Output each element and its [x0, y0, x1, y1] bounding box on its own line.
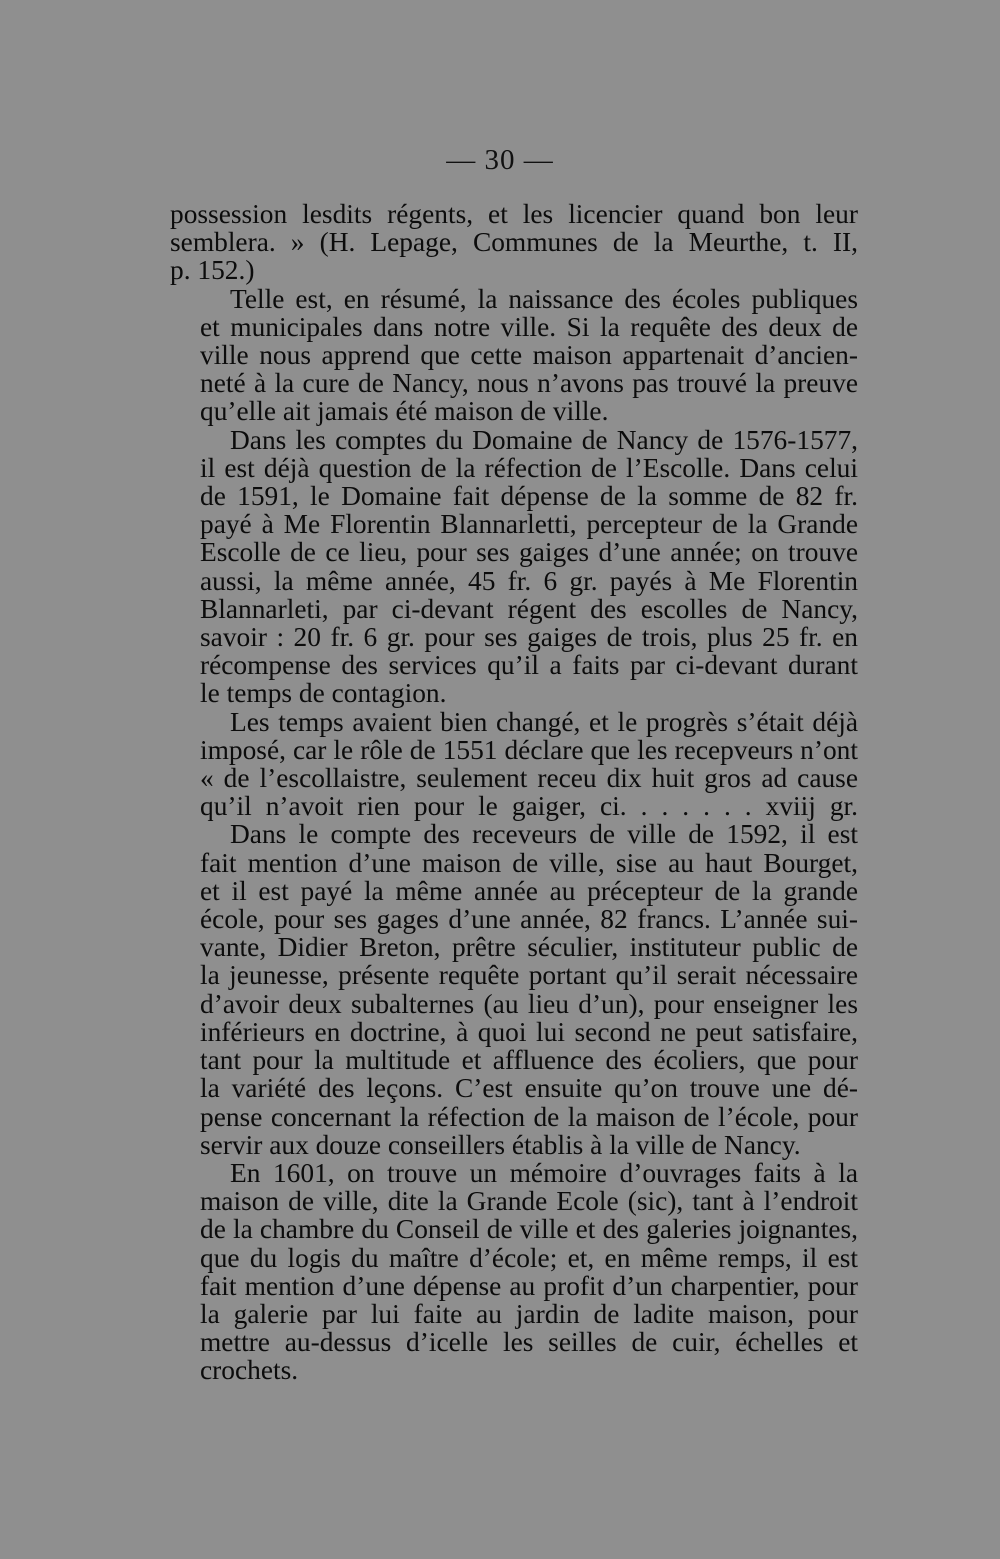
- text-line: tant pour la multitude et affluence des écoliers, que pour: [200, 1045, 858, 1076]
- text-line: que du logis du maître d’école; et, en même remps, il est: [200, 1242, 858, 1273]
- text-line: la galerie par lui faite au jardin de ladite maison, pour: [200, 1298, 858, 1329]
- text-line: En 1601, on trouve un mémoire d’ouvrages faits à la: [230, 1157, 858, 1188]
- text-line: ville nous apprend que cette maison appartenait d’ancien-: [200, 340, 858, 371]
- paragraph: [170, 426, 858, 708]
- paragraph: [170, 708, 858, 821]
- text-line: crochets.: [200, 1355, 299, 1386]
- text-line: Les temps avaient bien changé, et le progrès s’était déjà: [230, 706, 858, 737]
- text-line: de 1591, le Domaine fait dépense de la somme de 82 fr.: [200, 481, 858, 512]
- text-line: mettre au-dessus d’icelle les seilles de cuir, échelles et: [200, 1327, 858, 1358]
- text-line: « de l’escollaistre, seulement receu dix huit gros ad cause: [200, 763, 858, 794]
- text-line: de la chambre du Conseil de ville et des galeries joignantes,: [200, 1214, 858, 1245]
- text-line: payé à Me Florentin Blannarletti, percepteur de la Grande: [200, 509, 858, 540]
- text-line: qu’elle ait jamais été maison de ville.: [200, 396, 609, 427]
- text-line: école, pour ses gages d’une année, 82 francs. L’année sui-: [200, 904, 858, 935]
- text-line: il est déjà question de la réfection de l’Escolle. Dans celui: [200, 452, 858, 483]
- text-line: Dans le compte des receveurs de ville de 1592, il est: [230, 819, 858, 850]
- text-line: le temps de contagion.: [200, 678, 447, 709]
- text-line: Escolle de ce lieu, pour ses gaiges d’une année; on trouve: [200, 537, 858, 568]
- text-line: imposé, car le rôle de 1551 déclare que les recepveurs n’ont: [200, 734, 858, 765]
- text-line: possession lesdits régents, et les licencier quand bon leur: [170, 199, 858, 229]
- text-line: fait mention d’une dépense au profit d’un charpentier, pour: [200, 1270, 858, 1301]
- text-line-with-citation: [170, 228, 858, 256]
- text-line: et municipales dans notre ville. Si la requête des deux de: [200, 311, 858, 342]
- paragraph: [170, 285, 858, 426]
- citation-line: semblera. » (H. Lepage, Communes de la Meurthe, t. II,: [170, 227, 858, 258]
- text-line: Dans les comptes du Domaine de Nancy de 1576-1577,: [230, 424, 858, 455]
- text-line: pense concernant la réfection de la maison de l’école, pour: [200, 1101, 858, 1132]
- text-line: qu’il n’avoit rien pour le gaiger, ci. . . . . . . xviij gr.: [200, 791, 858, 822]
- text-line: maison de ville, dite la Grande Ecole (sic), tant à l’endroit: [200, 1186, 858, 1217]
- paragraph: [170, 820, 858, 1158]
- text-line: aussi, la même année, 45 fr. 6 gr. payés à Me Florentin: [200, 565, 858, 596]
- paragraph: [170, 200, 858, 285]
- text-line: récompense des services qu’il a faits par ci-devant durant: [200, 650, 858, 681]
- text-line: et il est payé la même année au précepteur de la grande: [200, 875, 858, 906]
- text-line: neté à la cure de Nancy, nous n’avons pas trouvé la preuve: [200, 368, 858, 399]
- text-line: fait mention d’une maison de ville, sise au haut Bourget,: [200, 847, 858, 878]
- text-line: la variété des leçons. C’est ensuite qu’on trouve une dé-: [200, 1073, 858, 1104]
- text-line: Telle est, en résumé, la naissance des écoles publiques: [230, 283, 858, 314]
- text-line: savoir : 20 fr. 6 gr. pour ses gaiges de trois, plus 25 fr. en: [200, 622, 858, 653]
- paragraph: [170, 1159, 858, 1385]
- text-line: servir aux douze conseillers établis à la ville de Nancy.: [200, 1129, 801, 1160]
- page-number: — 30 —: [446, 144, 554, 176]
- body-text: [170, 200, 858, 1385]
- text-line: vante, Didier Breton, prêtre séculier, instituteur public de: [200, 932, 858, 963]
- text-line: d’avoir deux subalternes (au lieu d’un), pour enseigner les: [200, 988, 858, 1019]
- text-line: Blannarleti, par ci-devant régent des escolles de Nancy,: [200, 593, 858, 624]
- text-line: la jeunesse, présente requête portant qu’il serait nécessaire: [200, 960, 858, 991]
- text-line: p. 152.): [170, 255, 255, 286]
- text-line: inférieurs en doctrine, à quoi lui second ne peut satisfaire,: [200, 1016, 858, 1047]
